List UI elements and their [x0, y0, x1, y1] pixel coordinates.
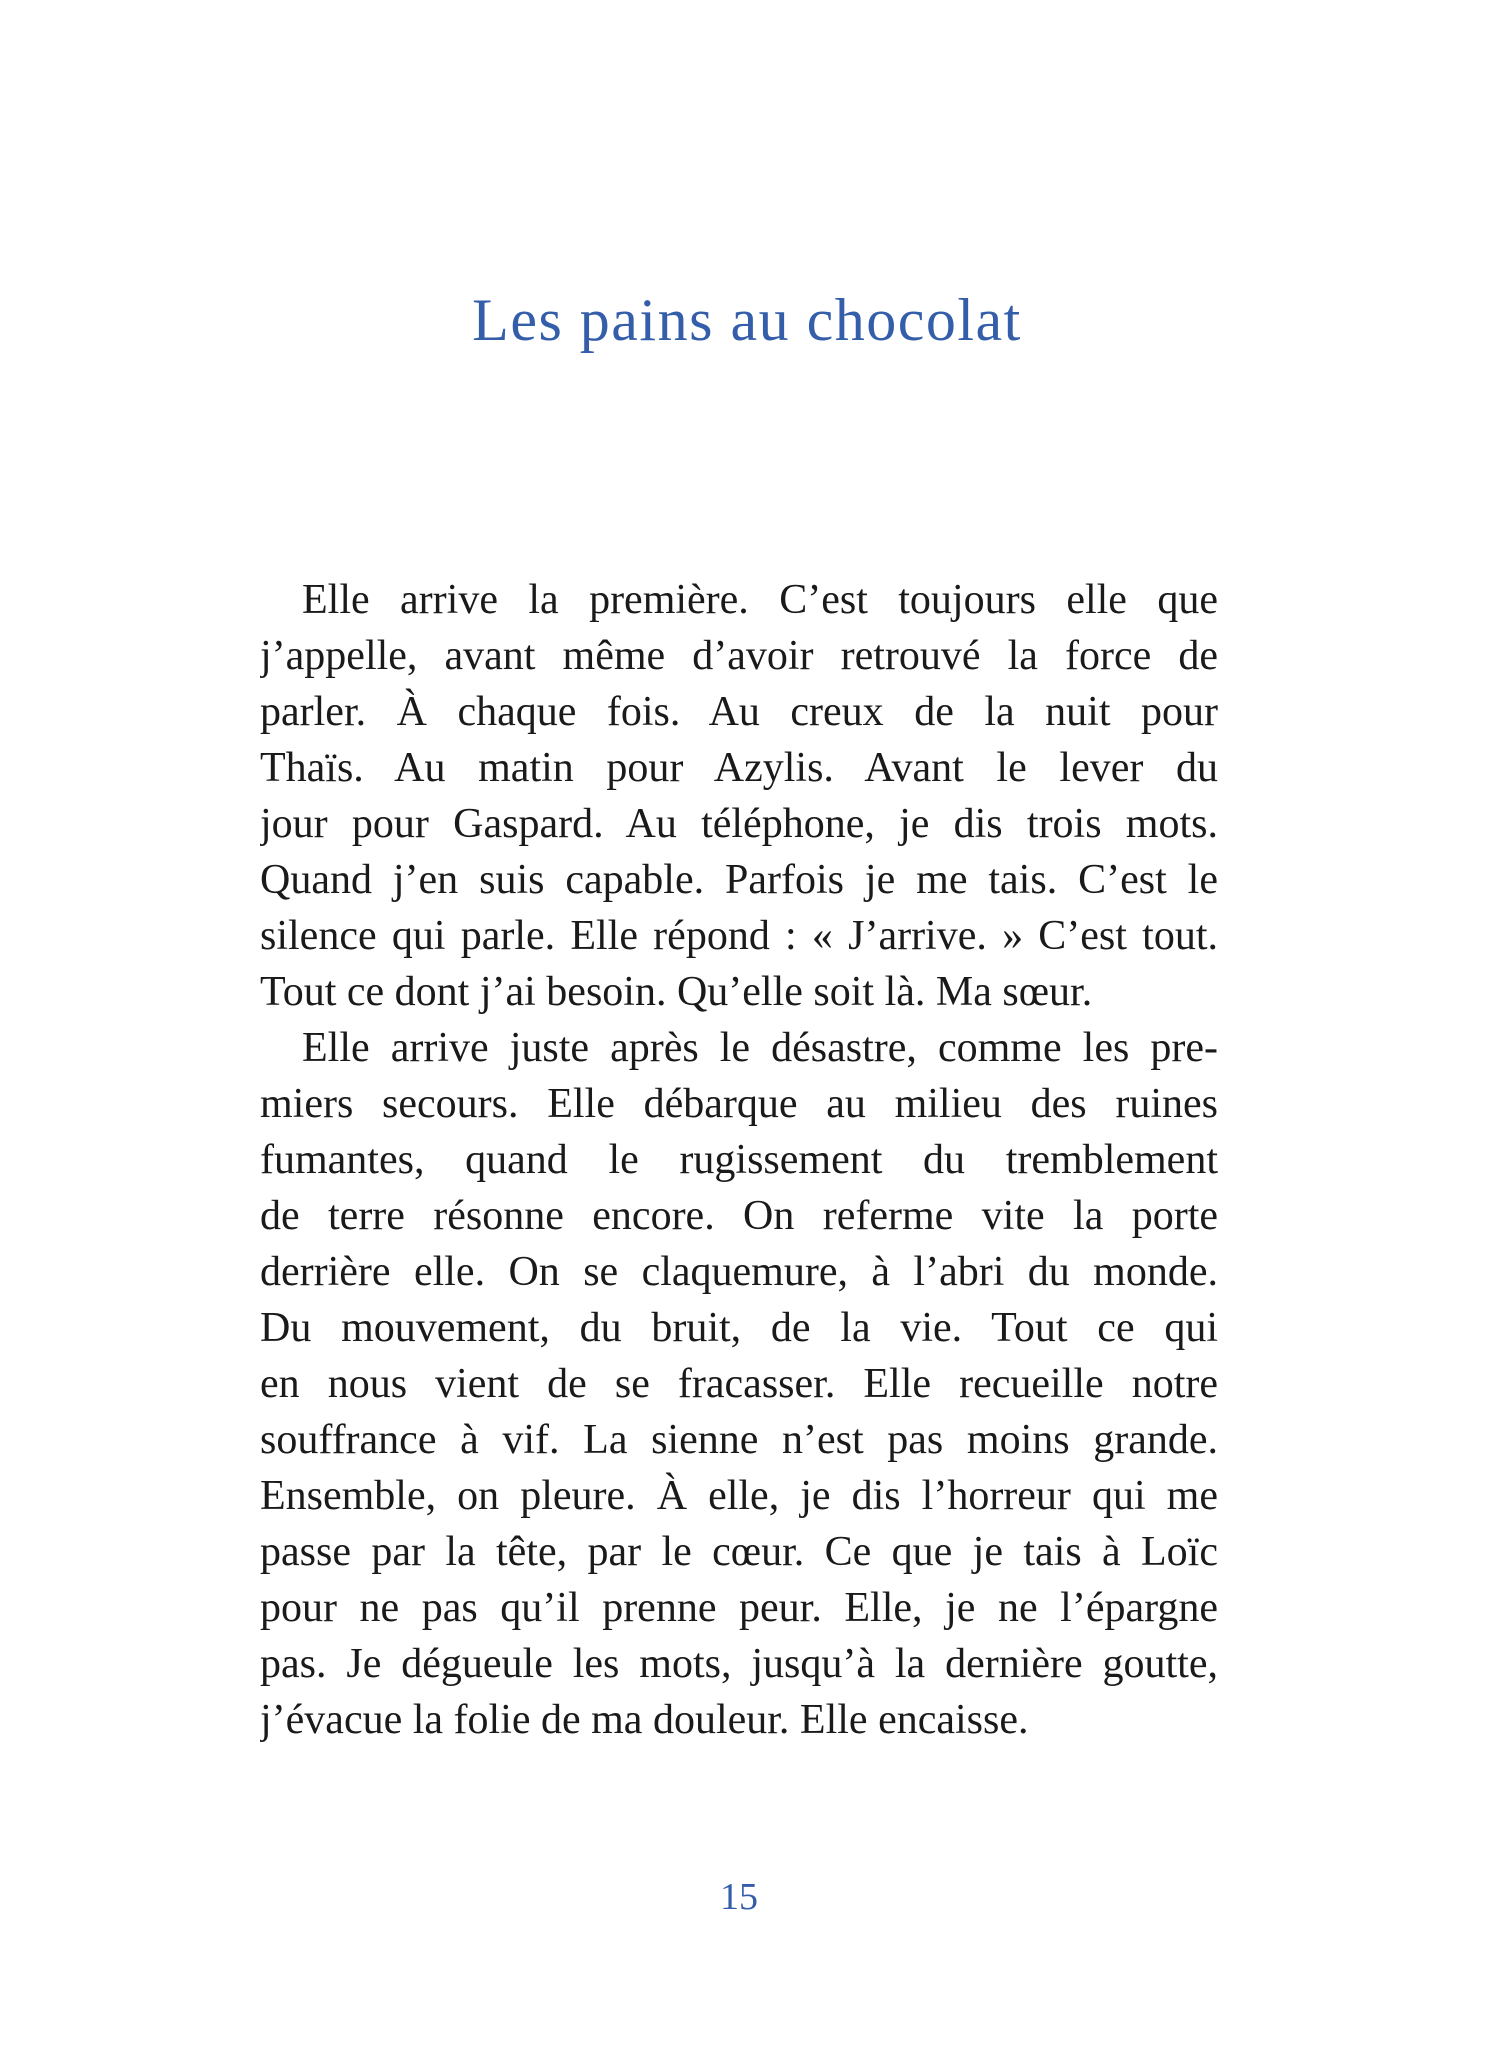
text-line: passe par la tête, par le cœur. Ce que je tais à Loïc [260, 1529, 1218, 1575]
text-line: j’évacue la folie de ma douleur. Elle encaisse. [260, 1697, 1029, 1743]
text-line: silence qui parle. Elle répond : « J’arrive. » C’est tout. [260, 913, 1218, 959]
paragraph [260, 1020, 1218, 1748]
text-line: fumantes, quand le rugissement du tremblement [260, 1137, 1218, 1183]
text-line: de terre résonne encore. On referme vite la porte [260, 1193, 1218, 1239]
text-line: derrière elle. On se claquemure, à l’abri du monde. [260, 1249, 1218, 1295]
text-line: Elle arrive la première. C’est toujours elle que [302, 577, 1218, 623]
paragraph [260, 572, 1218, 1020]
text-line: pas. Je dégueule les mots, jusqu’à la dernière goutte, [260, 1641, 1218, 1687]
text-line: Tout ce dont j’ai besoin. Qu’elle soit là. Ma sœur. [260, 969, 1093, 1015]
text-line: pour ne pas qu’il prenne peur. Elle, je ne l’épargne [260, 1585, 1218, 1631]
text-line: j’appelle, avant même d’avoir retrouvé la force de [260, 633, 1218, 679]
text-line: miers secours. Elle débarque au milieu des ruines [260, 1081, 1218, 1127]
text-line: jour pour Gaspard. Au téléphone, je dis trois mots. [260, 801, 1218, 847]
page-number: 15 [720, 1876, 758, 1918]
text-line: Du mouvement, du bruit, de la vie. Tout ce qui [260, 1305, 1218, 1351]
chapter-title: Les pains au chocolat [472, 287, 1022, 353]
text-line: Thaïs. Au matin pour Azylis. Avant le lever du [260, 745, 1218, 791]
body-text-column [260, 572, 1218, 1748]
text-line: Ensemble, on pleure. À elle, je dis l’horreur qui me [260, 1473, 1218, 1519]
text-line: Elle arrive juste après le désastre, comme les pre- [302, 1025, 1218, 1071]
text-line: en nous vient de se fracasser. Elle recueille notre [260, 1361, 1218, 1407]
text-line: souffrance à vif. La sienne n’est pas moins grande. [260, 1417, 1218, 1463]
text-line: parler. À chaque fois. Au creux de la nuit pour [260, 689, 1218, 735]
text-line: Quand j’en suis capable. Parfois je me tais. C’est le [260, 857, 1218, 903]
